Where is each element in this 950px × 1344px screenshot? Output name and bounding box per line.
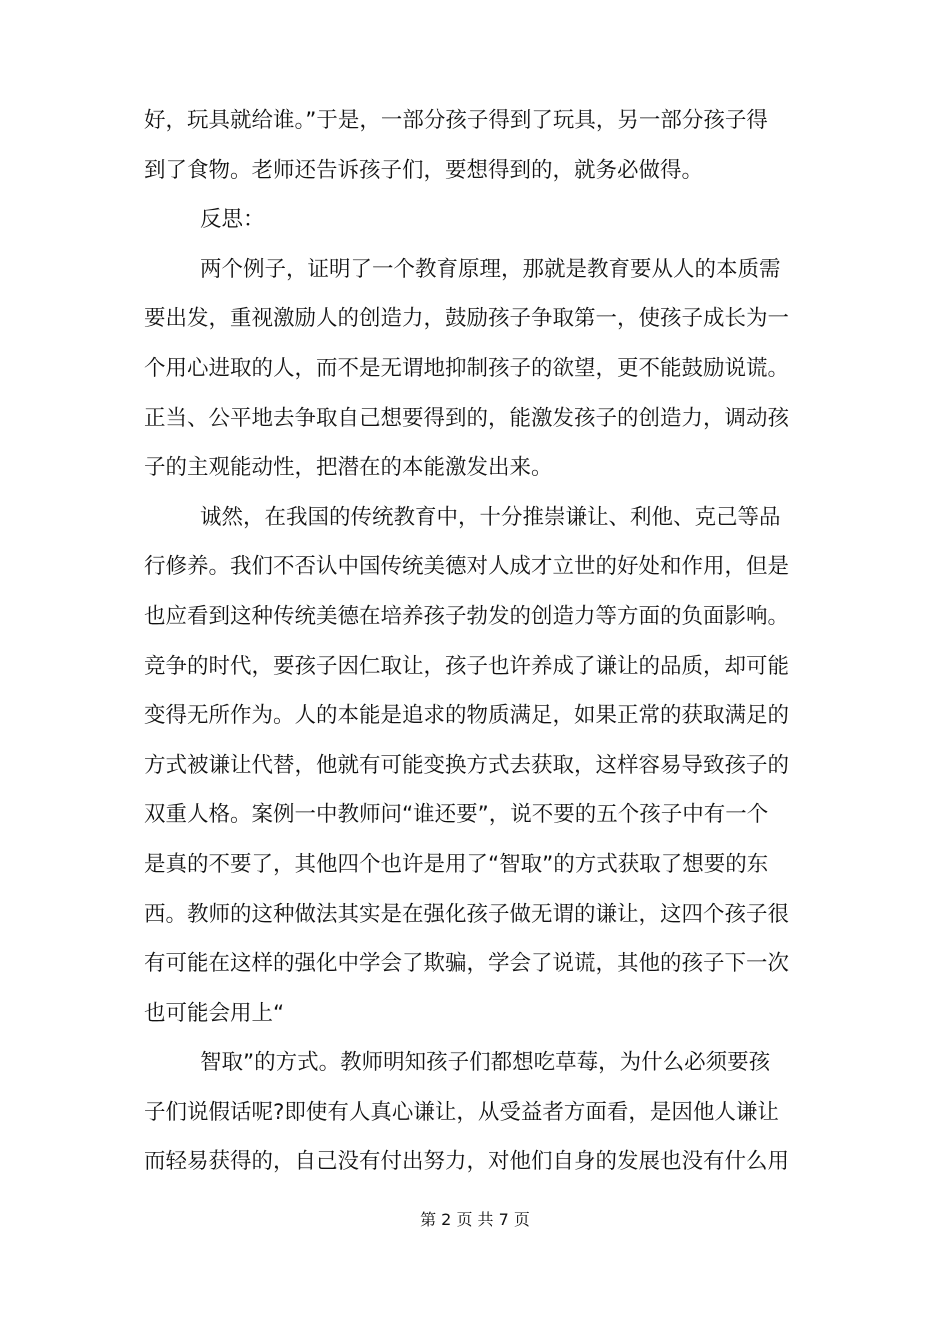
text-line: 个用心进取的人，而不是无谓地抑制孩子的欲望，更不能鼓励说谎。: [144, 355, 790, 381]
text-line: 到了食物。老师还告诉孩子们，要想得到的，就务必做得。: [144, 157, 704, 183]
text-line: 也可能会用上“: [144, 1000, 285, 1026]
text-line: 竞争的时代，要孩子因仁取让，孩子也许养成了谦让的品质，却可能: [144, 653, 790, 679]
text-line: 是真的不要了，其他四个也许是用了“智取”的方式获取了想要的东: [144, 851, 769, 877]
text-line: 诚然，在我国的传统教育中，十分推崇谦让、利他、克己等品: [200, 504, 781, 530]
text-line: 西。教师的这种做法其实是在强化孩子做无谓的谦让，这四个孩子很: [144, 901, 790, 927]
text-line: 变得无所作为。人的本能是追求的物质满足，如果正常的获取满足的: [144, 703, 790, 729]
text-line: 正当、公平地去争取自己想要得到的，能激发孩子的创造力，调动孩: [144, 405, 790, 431]
text-line: 而轻易获得的，自己没有付出努力，对他们自身的发展也没有什么用: [144, 1149, 790, 1175]
text-line: 方式被谦让代替，他就有可能变换方式去获取，这样容易导致孩子的: [144, 752, 790, 778]
text-line: 子们说假话呢?即使有人真心谦让，从受益者方面看，是因他人谦让: [144, 1099, 779, 1125]
text-line: 有可能在这样的强化中学会了欺骗，学会了说谎，其他的孩子下一次: [144, 951, 790, 977]
text-line: 好，玩具就给谁。”于是，一部分孩子得到了玩具，另一部分孩子得: [144, 108, 768, 133]
text-line: 行修养。我们不否认中国传统美德对人成才立世的好处和作用，但是: [144, 554, 790, 580]
text-line: 两个例子，证明了一个教育原理，那就是教育要从人的本质需: [200, 256, 781, 282]
text-line: 智取”的方式。教师明知孩子们都想吃草莓，为什么必须要孩: [200, 1050, 771, 1076]
text-line: 反思：: [200, 207, 265, 233]
page-footer: 第 2 页 共 7 页: [420, 1210, 530, 1229]
text-line: 子的主观能动性，把潜在的本能激发出来。: [144, 455, 553, 481]
text-line: 要出发，重视激励人的创造力，鼓励孩子争取第一，使孩子成长为一: [144, 306, 790, 332]
document-body: [144, 96, 824, 1187]
text-line: 双重人格。案例一中教师问“谁还要”，说不要的五个孩子中有一个: [144, 802, 769, 828]
text-line: 也应看到这种传统美德在培养孩子勃发的创造力等方面的负面影响。: [144, 603, 790, 629]
